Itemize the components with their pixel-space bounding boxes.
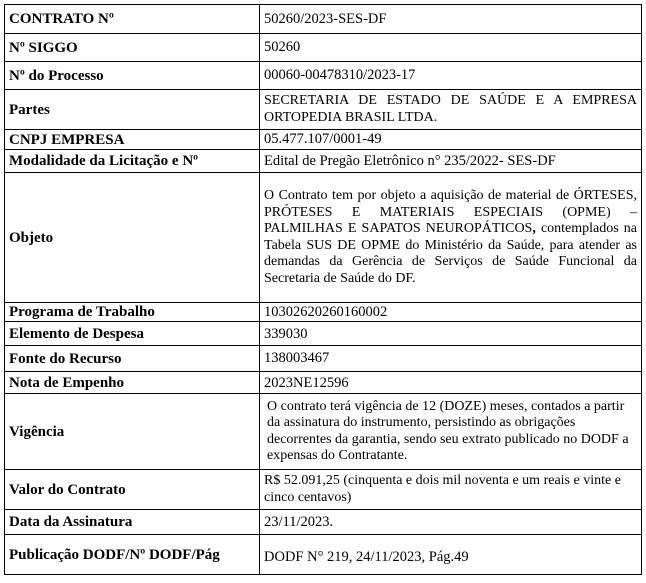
publicacao-value: DODF N° 219, 24/11/2023, Pág.49: [260, 535, 642, 575]
publicacao-label: Publicação DODF/Nº DODF/Pág: [5, 535, 260, 575]
vigencia-value: O contrato terá vigência de 12 (DOZE) meses, contados a partir da assinatura do instrumento, persistindo as obrigações decorrentes da garantia, sendo seu extrato publicado no DODF a expensas do Contratante.: [260, 394, 642, 470]
objeto-text-part: O Contrato tem por objeto a aquisição de material de ÓRTESES, PRÓTESES E MATERIAIS ESPECIAIS (OPME) – PALMILHAS E SAPATOS NEUROPÁTICOS: [264, 188, 637, 236]
table-row-elemento: [5, 322, 642, 346]
objeto-text-rest: contemplados na Tabela SUS DE OPME do Ministério da Saúde, para atender as demandas da Gerência de Serviços de Saúde Funcional da Secretaria de Saúde do DF.: [264, 221, 637, 286]
cnpj-label: CNPJ EMPRESA: [5, 130, 260, 150]
vigencia-label: Vigência: [5, 394, 260, 470]
programa-label: Programa de Trabalho: [5, 303, 260, 322]
table-row-partes: [5, 90, 642, 130]
siggo-label: Nº SIGGO: [5, 34, 260, 62]
table-row-contrato: [5, 5, 642, 34]
contrato-value: 50260/2023-SES-DF: [260, 5, 642, 34]
elemento-value: 339030: [260, 322, 642, 346]
processo-label: Nº do Processo: [5, 62, 260, 90]
objeto-value: [260, 173, 642, 303]
partes-label: Partes: [5, 90, 260, 130]
fonte-label: Fonte do Recurso: [5, 346, 260, 372]
valor-label: Valor do Contrato: [5, 470, 260, 510]
elemento-label: Elemento de Despesa: [5, 322, 260, 346]
table-row-programa: [5, 303, 642, 322]
data-label: Data da Assinatura: [5, 510, 260, 535]
table-row-vigencia: [5, 394, 642, 470]
contract-summary-table: [4, 4, 642, 575]
data-value: 23/11/2023.: [260, 510, 642, 535]
modalidade-value: Edital de Pregão Eletrônico n° 235/2022- SES-DF: [260, 150, 642, 173]
processo-value: 00060-00478310/2023-17: [260, 62, 642, 90]
objeto-text-bold: ,: [532, 221, 536, 236]
modalidade-label: Modalidade da Licitação e Nº: [5, 150, 260, 173]
objeto-label: Objeto: [5, 173, 260, 303]
programa-value: 10302620260160002: [260, 303, 642, 322]
table-row-siggo: [5, 34, 642, 62]
table-row-publicacao: [5, 535, 642, 575]
partes-value: SECRETARIA DE ESTADO DE SAÚDE E A EMPRESA ORTOPEDIA BRASIL LTDA.: [260, 90, 642, 130]
siggo-value: 50260: [260, 34, 642, 62]
valor-value: R$ 52.091,25 (cinquenta e dois mil noventa e um reais e vinte e cinco centavos): [260, 470, 642, 510]
fonte-value: 138003467: [260, 346, 642, 372]
table-row-modalidade: [5, 150, 642, 173]
table-row-valor: [5, 470, 642, 510]
contrato-label: CONTRATO Nº: [5, 5, 260, 34]
table-row-objeto: [5, 173, 642, 303]
empenho-value: 2023NE12596: [260, 372, 642, 394]
cnpj-value: 05.477.107/0001-49: [260, 130, 642, 150]
table-row-data: [5, 510, 642, 535]
table-row-cnpj: [5, 130, 642, 150]
table-row-processo: [5, 62, 642, 90]
empenho-label: Nota de Empenho: [5, 372, 260, 394]
table-row-fonte: [5, 346, 642, 372]
table-row-empenho: [5, 372, 642, 394]
